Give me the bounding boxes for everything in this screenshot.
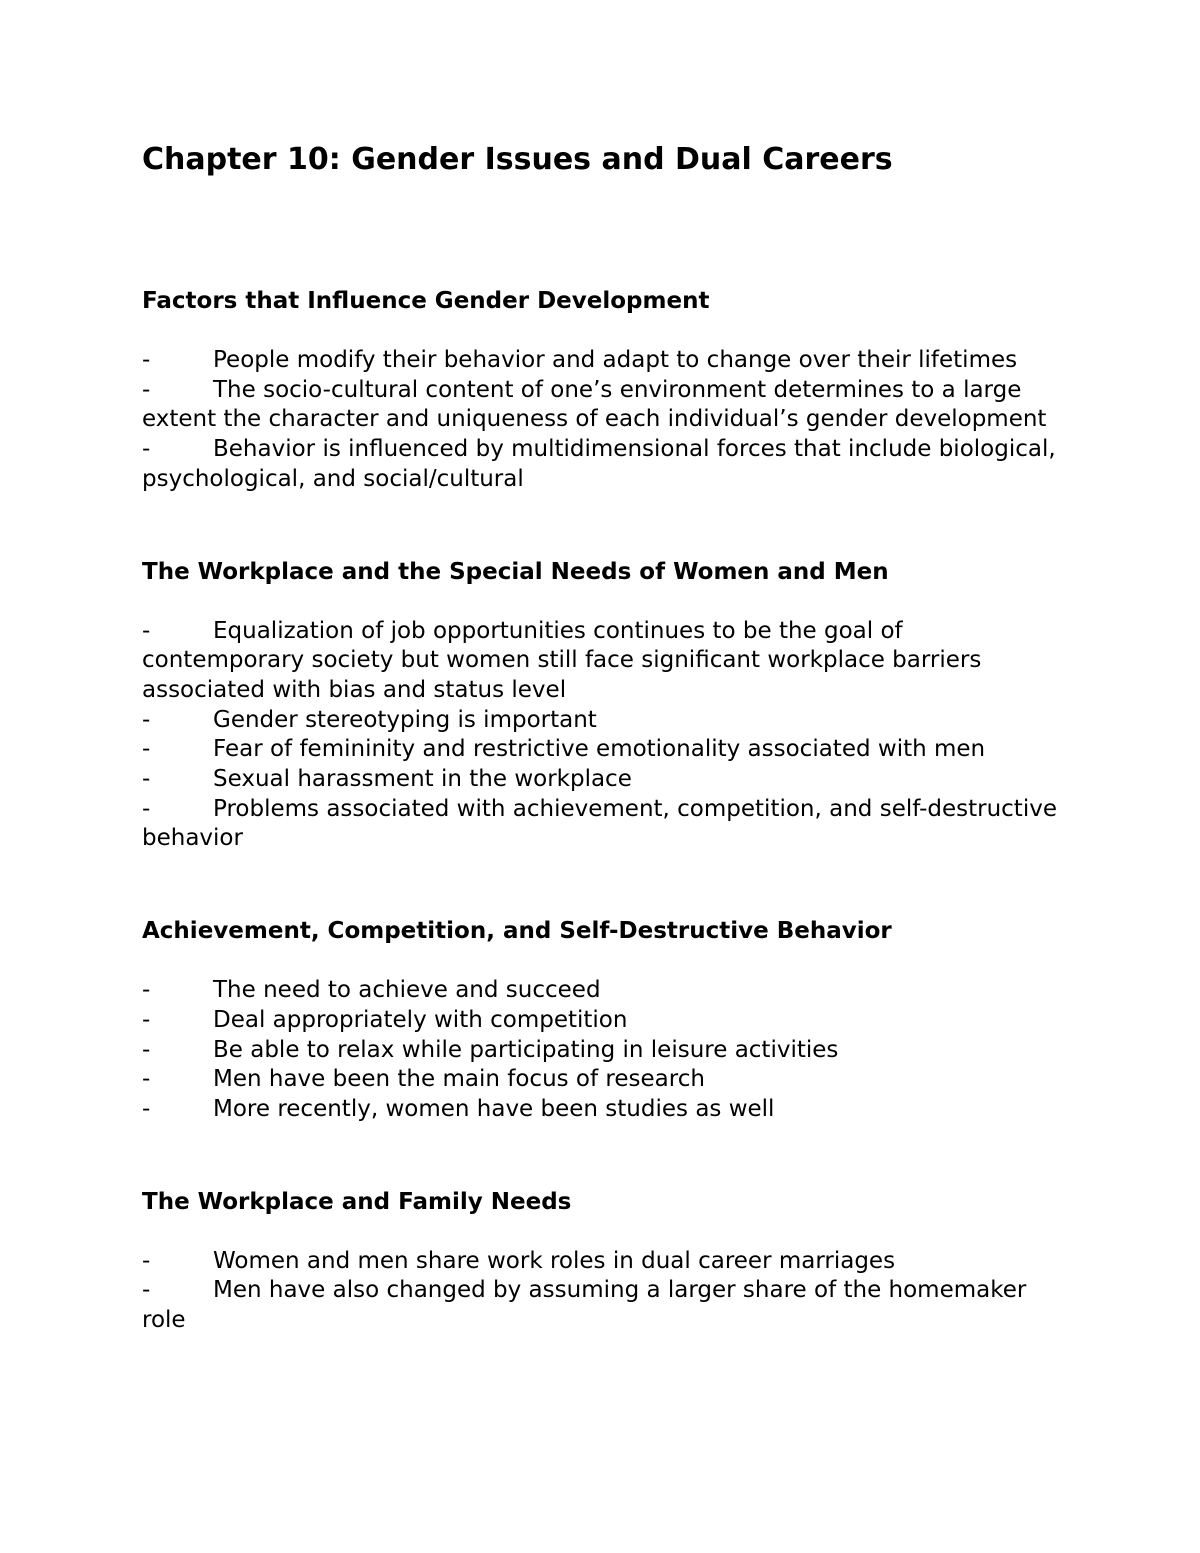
- document-page: [142, 138, 1062, 1398]
- list-item: [142, 376, 1062, 435]
- list-item-text: People modify their behavior and adapt to change over their lifetimes: [213, 347, 1018, 373]
- list-item-text: Fear of femininity and restrictive emotionality associated with men: [213, 736, 986, 763]
- bullet-dash: -: [142, 706, 151, 733]
- list-item: [142, 617, 1062, 706]
- bullet-dash: -: [142, 736, 151, 763]
- bullet-dash: -: [142, 795, 151, 822]
- bullet-dash: -: [142, 1066, 151, 1093]
- section-heading: Factors that Influence Gender Development: [142, 288, 710, 314]
- list-item: [142, 1247, 1062, 1277]
- bullet-list: [142, 617, 1062, 855]
- list-item: [142, 765, 1062, 795]
- bullet-dash: -: [142, 436, 151, 463]
- bullet-list: [142, 976, 1062, 1125]
- section-workplace-special-needs: [142, 557, 1062, 855]
- list-item: [142, 435, 1062, 494]
- page-title: Chapter 10: Gender Issues and Dual Careers: [142, 142, 893, 177]
- list-item-text: Sexual harassment in the workplace: [213, 766, 632, 793]
- bullet-dash: -: [142, 376, 151, 403]
- list-item: [142, 1006, 1062, 1036]
- section-gender-development: [142, 286, 1062, 495]
- list-item-text: Behavior is influenced by multidimensional forces that include biological, psychological, and social/cultural: [142, 436, 1056, 492]
- list-item: [142, 1036, 1062, 1066]
- section-heading: The Workplace and Family Needs: [142, 1188, 572, 1215]
- list-item-text: More recently, women have been studies as well: [213, 1095, 775, 1122]
- bullet-list: [142, 346, 1062, 495]
- list-item: [142, 1065, 1062, 1095]
- list-item-text: Gender stereotyping is important: [213, 706, 597, 733]
- section-achievement-competition: [142, 916, 1062, 1125]
- list-item-text: Deal appropriately with competition: [213, 1006, 628, 1033]
- list-item-text: Men have been the main focus of research: [213, 1066, 705, 1093]
- list-item: [142, 795, 1062, 854]
- list-item: [142, 735, 1062, 765]
- list-item-text: The need to achieve and succeed: [213, 977, 601, 1004]
- bullet-dash: -: [142, 977, 151, 1004]
- bullet-dash: -: [142, 1095, 151, 1122]
- list-item: [142, 706, 1062, 736]
- list-item-text: Equalization of job opportunities continues to be the goal of contemporary society but women still face significant workplace barriers associated with bias and status level: [142, 617, 982, 703]
- list-item-text: Men have also changed by assuming a larger share of the homemaker role: [142, 1277, 1027, 1334]
- section-heading: The Workplace and the Special Needs of Women and Men: [142, 558, 889, 585]
- list-item-text: Women and men share work roles in dual career marriages: [213, 1247, 896, 1274]
- bullet-dash: -: [142, 1036, 151, 1063]
- list-item-text: Problems associated with achievement, competition, and self-destructive behavior: [142, 795, 1057, 852]
- list-item: [142, 1276, 1062, 1335]
- list-item: [142, 346, 1062, 376]
- list-item: [142, 1095, 1062, 1125]
- bullet-dash: -: [142, 1277, 151, 1304]
- section-workplace-family-needs: [142, 1187, 1062, 1336]
- bullet-dash: -: [142, 1247, 151, 1274]
- bullet-list: [142, 1247, 1062, 1336]
- bullet-dash: -: [142, 1006, 151, 1033]
- list-item: [142, 976, 1062, 1006]
- list-item-text: The socio-cultural content of one’s environment determines to a large extent the character and uniqueness of each individual’s gender development: [142, 376, 1047, 433]
- list-item-text: Be able to relax while participating in leisure activities: [213, 1036, 839, 1063]
- bullet-dash: -: [142, 347, 151, 373]
- section-heading: Achievement, Competition, and Self-Destructive Behavior: [142, 918, 892, 945]
- bullet-dash: -: [142, 766, 151, 793]
- bullet-dash: -: [142, 617, 151, 644]
